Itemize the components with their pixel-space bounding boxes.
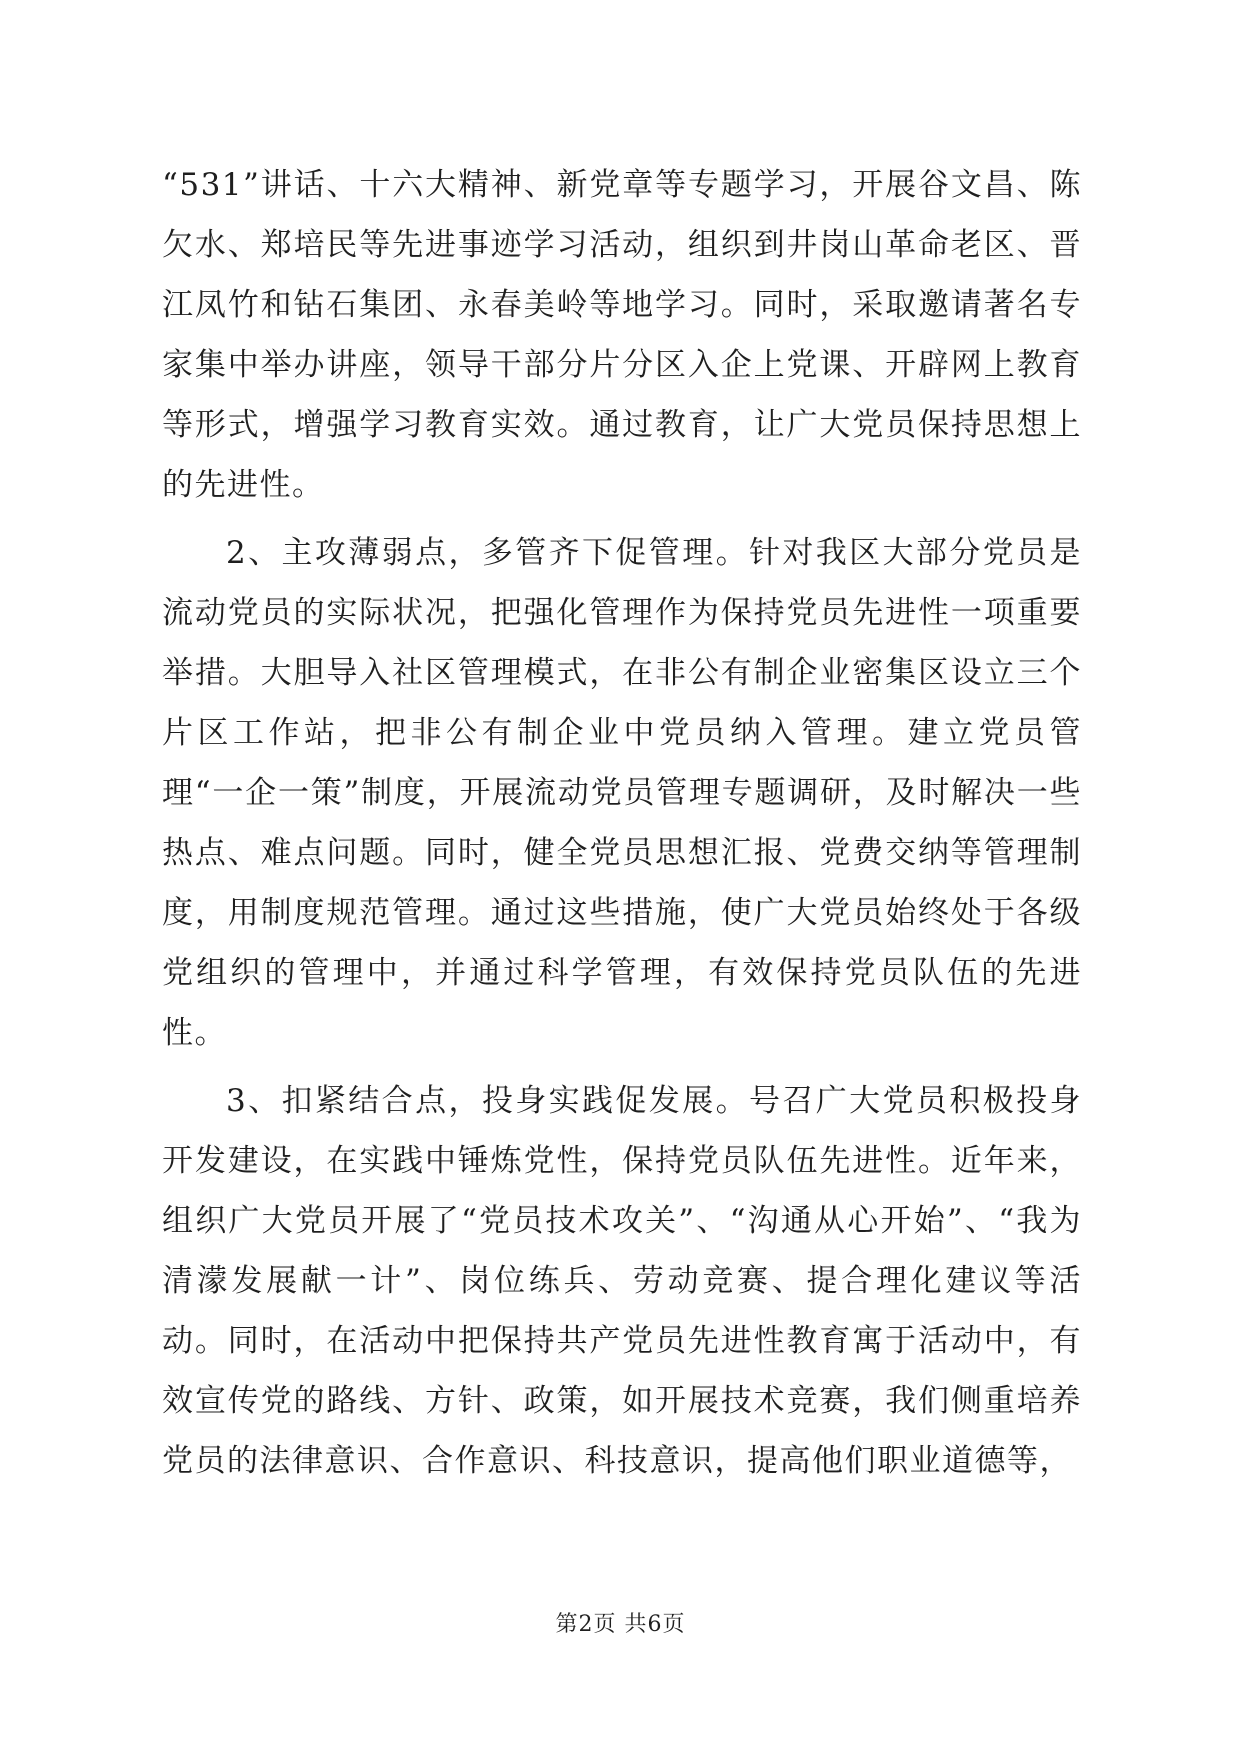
page-footer: 第2页 共6页 bbox=[555, 1612, 686, 1637]
paragraph-continued: “531”讲话、十六大精神、新党章等专题学习，开展谷文昌、陈欠水、郑培民等先进事迹学习活动，组织到井岗山革命老区、晋江凤竹和钻石集团、永春美岭等地学习。同时，采取邀请著名专家集中举办讲座，领导干部分片分区入企上党课、开辟网上教育等形式，增强学习教育实效。通过教育，让广大党员保持思想上的先进性。 bbox=[162, 167, 1082, 503]
paragraph-item-3: 3、扣紧结合点，投身实践促发展。号召广大党员积极投身开发建设，在实践中锤炼党性，保持党员队伍先进性。近年来，组织广大党员开展了“党员技术攻关”、“沟通从心开始”、“我为清濛发展献一计”、岗位练兵、劳动竞赛、提合理化建议等活动。同时，在活动中把保持共产党员先进性教育寓于活动中，有效宣传党的路线、方针、政策，如开展技术竞赛，我们侧重培养党员的法律意识、合作意识、科技意识，提高他们职业道德等， bbox=[162, 1083, 1082, 1479]
paragraph-item-2: 2、主攻薄弱点，多管齐下促管理。针对我区大部分党员是流动党员的实际状况，把强化管理作为保持党员先进性一项重要举措。大胆导入社区管理模式，在非公有制企业密集区设立三个片区工作站，把非公有制企业中党员纳入管理。建立党员管理“一企一策”制度，开展流动党员管理专题调研，及时解决一些热点、难点问题。同时，健全党员思想汇报、党费交纳等管理制度，用制度规范管理。通过这些措施，使广大党员始终处于各级党组织的管理中，并通过科学管理，有效保持党员队伍的先进性。 bbox=[162, 535, 1082, 1051]
body-text bbox=[162, 155, 1082, 1491]
